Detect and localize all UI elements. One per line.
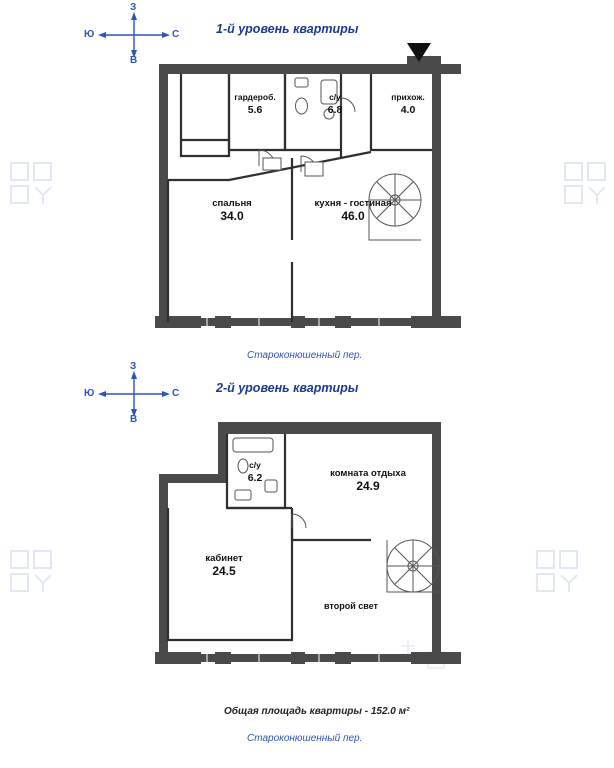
watermark-icon	[8, 548, 54, 594]
room-name: гардероб.	[234, 92, 276, 102]
room-label-study	[176, 553, 272, 578]
room-name: кухня - гостиная	[314, 198, 392, 209]
room-area: 46.0	[341, 209, 365, 223]
level2-title: 2-й уровень квартиры	[216, 381, 359, 395]
level2-compass	[84, 361, 180, 425]
room-area: 24.5	[212, 564, 236, 578]
compass-north-label: З	[130, 2, 137, 13]
room-name: спальня	[212, 198, 252, 209]
compass-west-label: Ю	[84, 388, 95, 399]
room-label-kitchen-living	[292, 198, 414, 223]
compass-north-label: З	[130, 361, 137, 372]
room-name: с/у	[329, 92, 341, 102]
room-name: с/у	[249, 460, 261, 470]
room-label-lounge	[306, 468, 430, 493]
room-label-wardrobe	[218, 92, 292, 117]
room-name: кабинет	[205, 553, 243, 564]
compass-south-label: В	[130, 55, 138, 66]
compass-west-label: Ю	[84, 29, 95, 40]
level2-floorplan	[155, 418, 465, 680]
room-label-hallway	[378, 92, 438, 117]
room-area: 6.2	[247, 472, 263, 484]
watermark-icon	[534, 548, 580, 594]
room-name: комната отдыха	[330, 468, 406, 479]
room-label-bedroom	[176, 198, 288, 223]
compass-south-label: В	[130, 414, 138, 425]
compass-east-label: С	[172, 388, 180, 399]
room-label-bathroom	[312, 92, 358, 117]
watermark-icon	[8, 160, 54, 206]
level1-floorplan	[155, 40, 465, 340]
room-label-bathroom-2	[232, 460, 278, 485]
room-area: 24.9	[356, 479, 380, 493]
label-double-height-void: второй свет	[324, 601, 378, 611]
compass-east-label: С	[172, 29, 180, 40]
room-name: прихож.	[391, 92, 425, 102]
level1-street-label: Староконюшенный пер.	[247, 350, 363, 361]
level1-title: 1-й уровень квартиры	[216, 22, 359, 36]
level2-street-label: Староконюшенный пер.	[247, 733, 363, 744]
room-area: 34.0	[220, 209, 244, 223]
room-area: 4.0	[400, 104, 416, 116]
room-area: 6.8	[327, 104, 343, 116]
watermark-icon	[562, 160, 608, 206]
room-area: 5.6	[247, 104, 263, 116]
total-area-label: Общая площадь квартиры - 152.0 м²	[224, 706, 410, 717]
